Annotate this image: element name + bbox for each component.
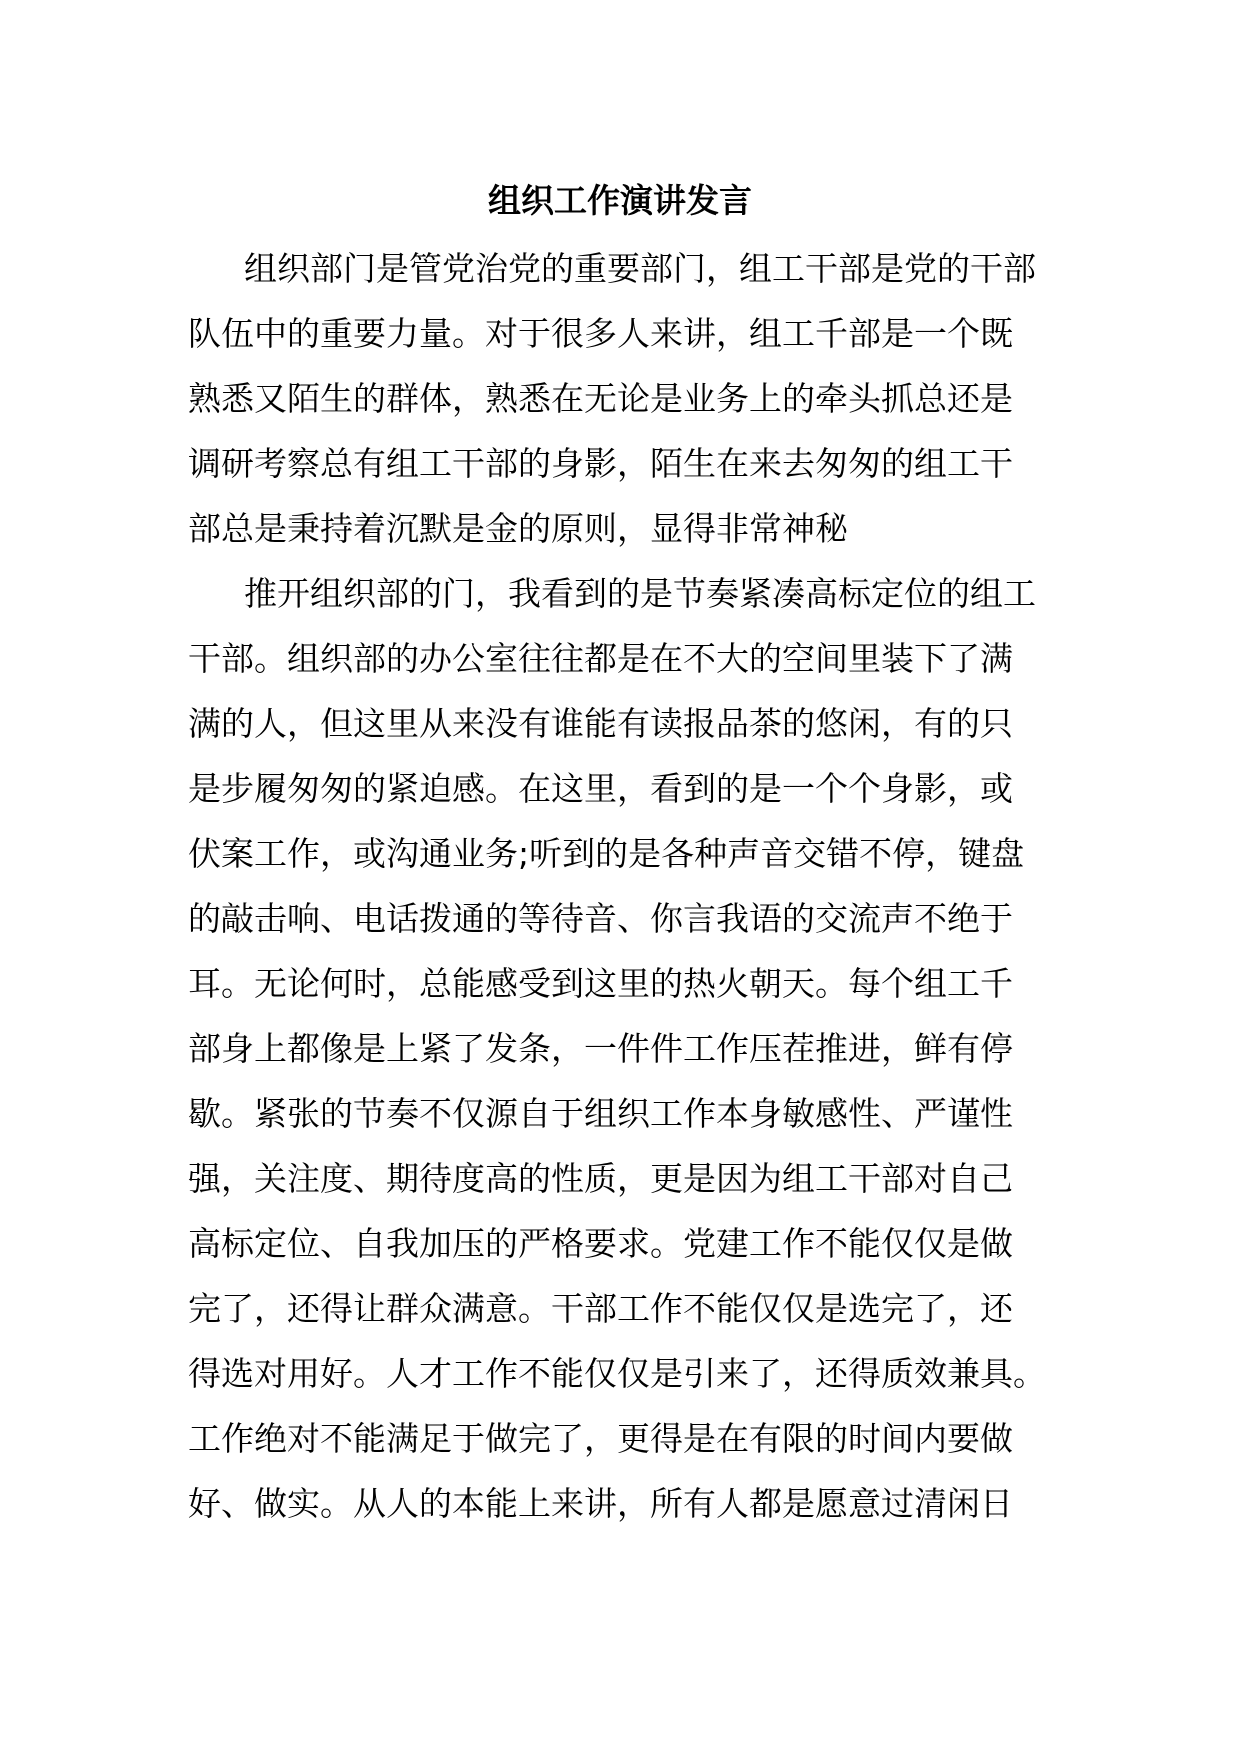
paragraph-line: 伏案工作，或沟通业务;听到的是各种声音交错不停，键盘	[188, 834, 1025, 873]
paragraph-line: 干部。组织部的办公室往往都是在不大的空间里装下了满	[188, 639, 1013, 678]
paragraph-line: 耳。无论何时，总能感受到这里的热火朝天。每个组工千	[188, 964, 1013, 1003]
document-title: 组织工作演讲发言	[488, 181, 752, 220]
paragraph-line: 部身上都像是上紧了发条，一件件工作压茬推进，鲜有停	[188, 1029, 1013, 1068]
paragraph-line: 熟悉又陌生的群体，熟悉在无论是业务上的牵头抓总还是	[188, 379, 1013, 418]
paragraph-line: 得选对用好。人才工作不能仅仅是引来了，还得质效兼具。	[188, 1354, 1046, 1393]
paragraph-line: 组织部门是管党治党的重要部门，组工干部是党的干部	[244, 249, 1036, 288]
paragraph-1	[188, 236, 1058, 561]
paragraph-line: 工作绝对不能满足于做完了，更得是在有限的时间内要做	[188, 1419, 1013, 1458]
paragraph-line: 好、做实。从人的本能上来讲，所有人都是愿意过清闲日	[188, 1484, 1013, 1523]
paragraph-line: 完了，还得让群众满意。干部工作不能仅仅是选完了，还	[188, 1289, 1013, 1328]
paragraph-line: 高标定位、自我加压的严格要求。党建工作不能仅仅是做	[188, 1224, 1013, 1263]
paragraph-line: 满的人，但这里从来没有谁能有读报品茶的悠闲，有的只	[188, 704, 1013, 743]
paragraph-line: 调研考察总有组工干部的身影，陌生在来去匆匆的组工干	[188, 444, 1013, 483]
paragraph-2	[188, 561, 1058, 1536]
paragraph-line: 队伍中的重要力量。对于很多人来讲，组工千部是一个既	[188, 314, 1013, 353]
paragraph-line: 歇。紧张的节奏不仅源自于组织工作本身敏感性、严谨性	[188, 1094, 1013, 1133]
document-body	[188, 236, 1058, 1536]
paragraph-line: 推开组织部的门，我看到的是节奏紧凑高标定位的组工	[244, 574, 1036, 613]
paragraph-line: 是步履匆匆的紧迫感。在这里，看到的是一个个身影，或	[188, 769, 1013, 808]
paragraph-line: 的敲击响、电话拨通的等待音、你言我语的交流声不绝于	[188, 899, 1013, 938]
paragraph-line: 部总是秉持着沉默是金的原则，显得非常神秘	[188, 509, 848, 548]
paragraph-line: 强，关注度、期待度高的性质，更是因为组工干部对自己	[188, 1159, 1013, 1198]
